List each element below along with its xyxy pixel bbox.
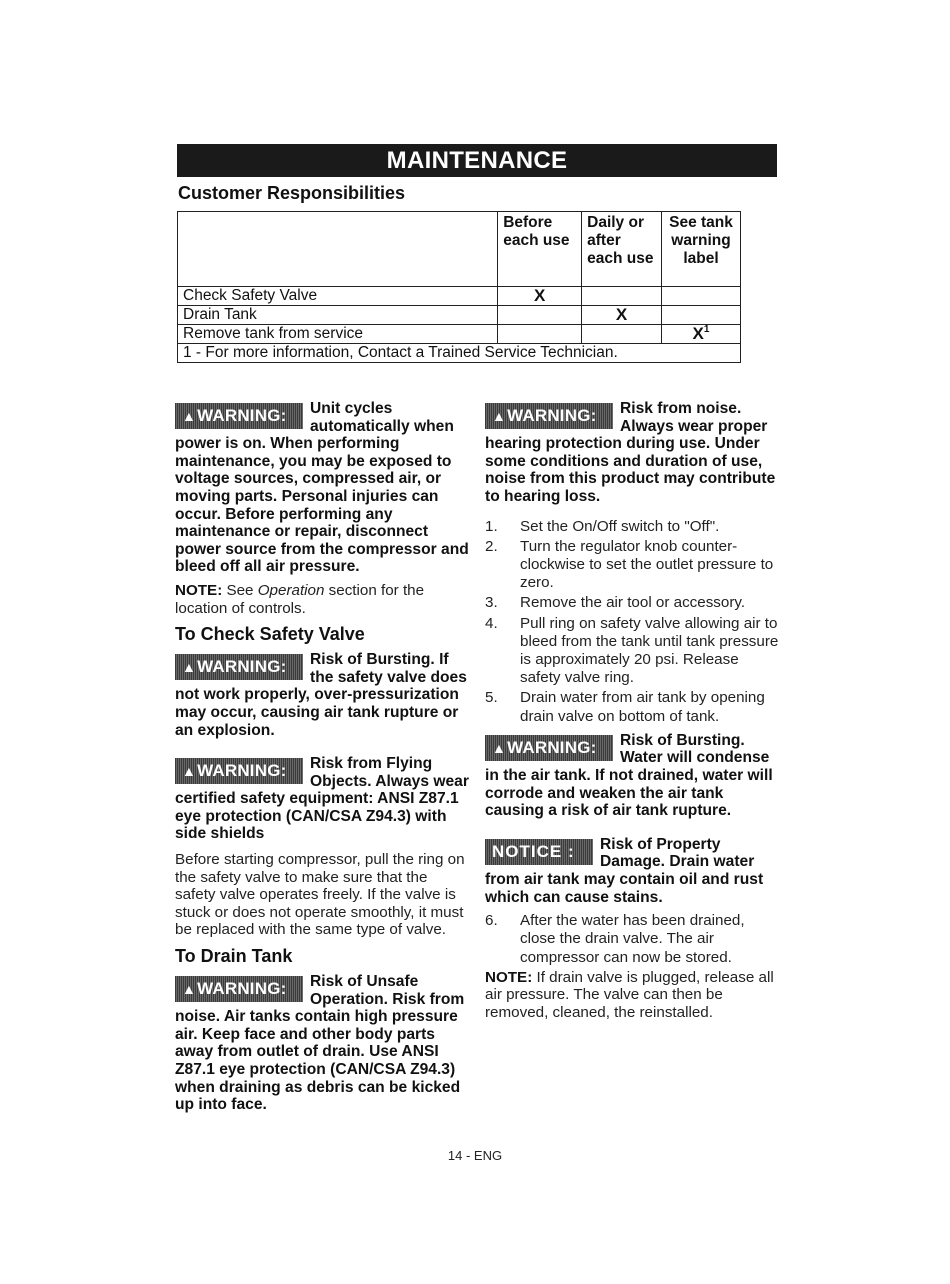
- warning-triangle-icon: ▲: [492, 408, 507, 424]
- table-cell-mark: [662, 306, 741, 325]
- warning-badge: [485, 403, 613, 429]
- warning-text: Risk of Unsafe Operation. Risk from noise. Air tanks contain high pressure air. Keep face and other body parts away from outlet of drain. Use ANSI Z87.1 eye protection (CAN/CSA Z94.3) when draining as debris can be kicked up into face.: [175, 973, 465, 1114]
- warning-block-flying-objects: [175, 755, 470, 843]
- table-cell-task: Check Safety Valve: [178, 287, 498, 306]
- step-number: 4.: [485, 614, 498, 632]
- step-number: 1.: [485, 517, 498, 535]
- step-text: Turn the regulator knob counter-clockwise to set the outlet pressure to zero.: [520, 537, 774, 592]
- warning-block-water-condense: [485, 732, 780, 820]
- warning-text: Risk from Flying Objects. Always wear certified safety equipment: ANSI Z87.1 eye protection (CAN/CSA Z94.3) with side shields: [175, 755, 469, 843]
- warning-badge-label: WARNING:: [197, 979, 287, 999]
- note-label: NOTE:: [485, 968, 533, 986]
- step-text: Remove the air tool or accessory.: [520, 594, 746, 612]
- table-header-cell: [178, 212, 498, 287]
- note-label: NOTE:: [175, 581, 223, 599]
- warning-badge-label: WARNING:: [507, 406, 597, 425]
- table-cell-mark: [662, 325, 741, 344]
- heading-drain-tank: To Drain Tank: [175, 946, 293, 967]
- note-plugged-drain: [485, 969, 780, 1022]
- table-cell-mark: [582, 287, 662, 306]
- table-cell-mark-text: X: [692, 324, 704, 343]
- note-post: section for the location of controls.: [175, 581, 425, 617]
- step-number: 6.: [485, 912, 498, 930]
- warning-badge: [175, 654, 303, 680]
- warning-text: Risk of Bursting. Water will condense in the air tank. If not drained, water will corrode and weaken the air tank causing a risk of air tank rupture.: [485, 731, 773, 820]
- warning-block-unit-cycles: [175, 400, 470, 576]
- warning-text: Risk of Bursting. If the safety valve does not work properly, over-pressurization may occur, causing air tank rupture or an explosion.: [175, 651, 467, 739]
- table-cell-mark: X: [582, 306, 662, 325]
- warning-badge-label: WARNING:: [197, 406, 287, 425]
- list-item: [485, 615, 780, 688]
- note-controls: [175, 582, 470, 617]
- warning-triangle-icon: ▲: [182, 981, 197, 998]
- notice-text: Risk of Property Damage. Drain water from air tank may contain oil and rust which can cause stains.: [485, 835, 764, 906]
- table-cell-mark: [498, 325, 582, 344]
- list-item: [485, 912, 780, 967]
- notice-block-property-damage: [485, 836, 780, 906]
- warning-text: Risk from noise. Always wear proper hearing protection during use. Under some conditions and duration of use, noise from this product may contribute to hearing loss.: [485, 400, 776, 505]
- warning-badge: [175, 976, 303, 1002]
- table-cell-task: Drain Tank: [178, 306, 498, 325]
- warning-badge: [485, 735, 613, 761]
- safety-valve-instructions: Before starting compressor, pull the ring on the safety valve to make sure that the safety valve operates freely. If the valve is stuck or does not operate smoothly, it must be replaced with the same type of valve.: [175, 851, 465, 939]
- warning-badge: [175, 758, 303, 784]
- step-number: 3.: [485, 594, 498, 612]
- page-number: 14 - ENG: [447, 1148, 503, 1163]
- step-number: 2.: [485, 537, 498, 555]
- warning-badge: [175, 403, 303, 429]
- table-header-cell: Before each use: [498, 212, 582, 287]
- table-footnote: 1 - For more information, Contact a Trained Service Technician.: [178, 344, 741, 363]
- warning-block-bursting: [175, 651, 470, 739]
- warning-block-unsafe-operation: [175, 973, 470, 1114]
- drain-steps-list: [485, 518, 780, 726]
- list-item: [485, 538, 780, 593]
- section-title: Customer Responsibilities: [178, 183, 406, 203]
- warning-badge-label: WARNING:: [507, 737, 597, 757]
- warning-triangle-icon: ▲: [182, 659, 197, 676]
- table-header-row: [178, 212, 741, 287]
- table-header-cell: See tank warning label: [662, 212, 741, 287]
- table-cell-mark: [582, 325, 662, 344]
- left-column: [175, 400, 470, 1120]
- list-item: [485, 594, 780, 612]
- table-row: [178, 287, 741, 306]
- list-item: [485, 518, 780, 536]
- note-italic: Operation: [257, 581, 325, 599]
- table-row: [178, 325, 741, 344]
- table-header-cell: Daily or after each use: [582, 212, 662, 287]
- note-text: If drain valve is plugged, release all air pressure. The valve can then be removed, cleaned, the reinstalled.: [485, 968, 774, 1021]
- warning-triangle-icon: ▲: [492, 739, 507, 756]
- heading-check-safety-valve: To Check Safety Valve: [175, 624, 365, 645]
- step-text: Set the On/Off switch to "Off".: [520, 517, 720, 535]
- right-column: [485, 400, 780, 1028]
- warning-triangle-icon: ▲: [182, 408, 197, 424]
- drain-steps-list-continued: [485, 912, 780, 967]
- note-pre: See: [226, 581, 258, 599]
- step-text: Drain water from air tank by opening drain valve on bottom of tank.: [520, 689, 765, 725]
- table-footnote-row: [178, 344, 741, 363]
- warning-badge-label: WARNING:: [197, 761, 287, 781]
- step-text: After the water has been drained, close the drain valve. The air compressor can now be stored.: [520, 912, 745, 966]
- warning-badge-label: WARNING:: [197, 657, 287, 677]
- table-cell-mark: X: [498, 287, 582, 306]
- warning-triangle-icon: ▲: [182, 763, 197, 780]
- table-cell-mark: [662, 287, 741, 306]
- step-text: Pull ring on safety valve allowing air to bleed from the tank until tank pressure is approximately 20 psi. Release safety valve ring.: [520, 614, 779, 687]
- step-number: 5.: [485, 689, 498, 707]
- table-cell-mark: [498, 306, 582, 325]
- warning-block-noise: [485, 400, 780, 506]
- page-banner: MAINTENANCE: [177, 144, 777, 177]
- footnote-marker: 1: [703, 324, 710, 335]
- warning-text: Unit cycles automatically when power is on. When performing maintenance, you may be exposed to voltage sources, compressed air, or moving parts. Personal injuries can occur. Before performing any maintenance or repair, disconnect power source from the compressor and bleed off all air pressure.: [175, 400, 469, 576]
- notice-badge: NOTICE :: [485, 839, 593, 865]
- table-row: [178, 306, 741, 325]
- responsibilities-table: [177, 211, 741, 363]
- list-item: [485, 689, 780, 725]
- table-cell-task: Remove tank from service: [178, 325, 498, 344]
